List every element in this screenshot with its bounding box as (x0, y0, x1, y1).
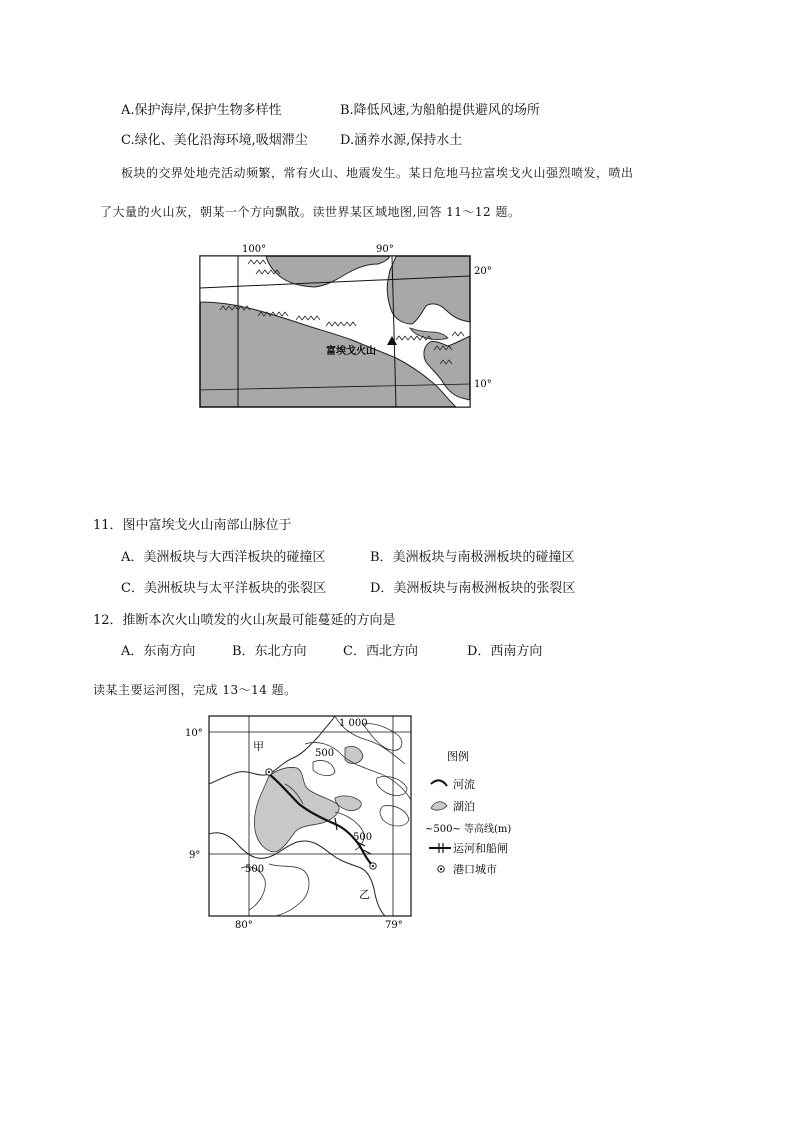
q12-stem: 12．推断本次火山喷发的火山灰最可能蔓延的方向是 (93, 613, 396, 628)
contour-label-500-b: 500 (353, 832, 373, 843)
q11-option-d: D．美洲板块与南极洲板块的张裂区 (370, 581, 576, 596)
legend-port: 港口城市 (453, 863, 497, 876)
contour-label-1000: 1 000 (339, 718, 368, 729)
legend-contour: ~500~ 等高线(m) (425, 824, 512, 835)
legend-canal: 运河和船闸 (453, 842, 508, 855)
prev-option-a: A.保护海岸,保护生物多样性 (121, 103, 282, 118)
intro2: 读某主要运河图，完成 13～14 题。 (93, 683, 297, 697)
port-city-south-icon (370, 863, 376, 869)
legend-port-icon (438, 866, 444, 872)
contour-label-500-a: 500 (315, 748, 335, 759)
intro1-line2: 了大量的火山灰，朝某一个方向飘散。读世界某区域地图,回答 11～12 题。 (100, 205, 521, 219)
place-yi: 乙 (359, 888, 370, 901)
map1-lon-100: 100° (242, 244, 267, 255)
q11-option-c: C．美洲板块与太平洋板块的张裂区 (121, 581, 326, 596)
central-america-map (196, 240, 496, 412)
legend-canal-icon (429, 843, 451, 853)
canal-map (185, 714, 545, 932)
prev-option-c: C.绿化、美化沿海环境,吸烟滞尘 (121, 133, 308, 148)
place-jia: 甲 (253, 740, 264, 753)
contour-label-500-c: 500 (245, 864, 265, 875)
map1-lon-90: 90° (376, 244, 394, 255)
q12-option-a: A．东南方向 (121, 644, 196, 659)
port-city-north-icon (266, 769, 272, 775)
q11-option-a: A．美洲板块与大西洋板块的碰撞区 (121, 550, 326, 565)
legend-river: 河流 (453, 778, 475, 791)
map2-lon-79: 79° (385, 920, 403, 931)
q11-option-b: B．美洲板块与南极洲板块的碰撞区 (370, 550, 575, 565)
map2-lat-9: 9° (189, 850, 201, 861)
q12-option-b: B．东北方向 (232, 644, 307, 659)
map2-lon-80: 80° (235, 920, 253, 931)
map1-lat-10: 10° (474, 379, 492, 390)
map2-lat-10: 10° (185, 728, 203, 739)
intro1-line1: 板块的交界处地壳活动频繁，常有火山、地震发生。某日危地马拉富埃戈火山强烈喷发，喷出 (121, 166, 634, 180)
map1-lat-20: 20° (474, 266, 492, 277)
q11-stem: 11．图中富埃戈火山南部山脉位于 (93, 518, 292, 533)
prev-option-b: B.降低风速,为船舶提供避风的场所 (340, 103, 540, 118)
volcano-label: 富埃戈火山 (326, 346, 376, 357)
legend-lake-icon (431, 802, 447, 810)
legend-title: 图例 (447, 750, 469, 763)
q12-option-d: D．西南方向 (467, 644, 543, 659)
prev-option-d: D.涵养水源,保持水土 (340, 133, 463, 148)
q12-option-c: C．西北方向 (343, 644, 418, 659)
legend-river-icon (431, 780, 447, 786)
map2-legend (425, 749, 511, 876)
legend-lake: 湖泊 (453, 800, 475, 813)
